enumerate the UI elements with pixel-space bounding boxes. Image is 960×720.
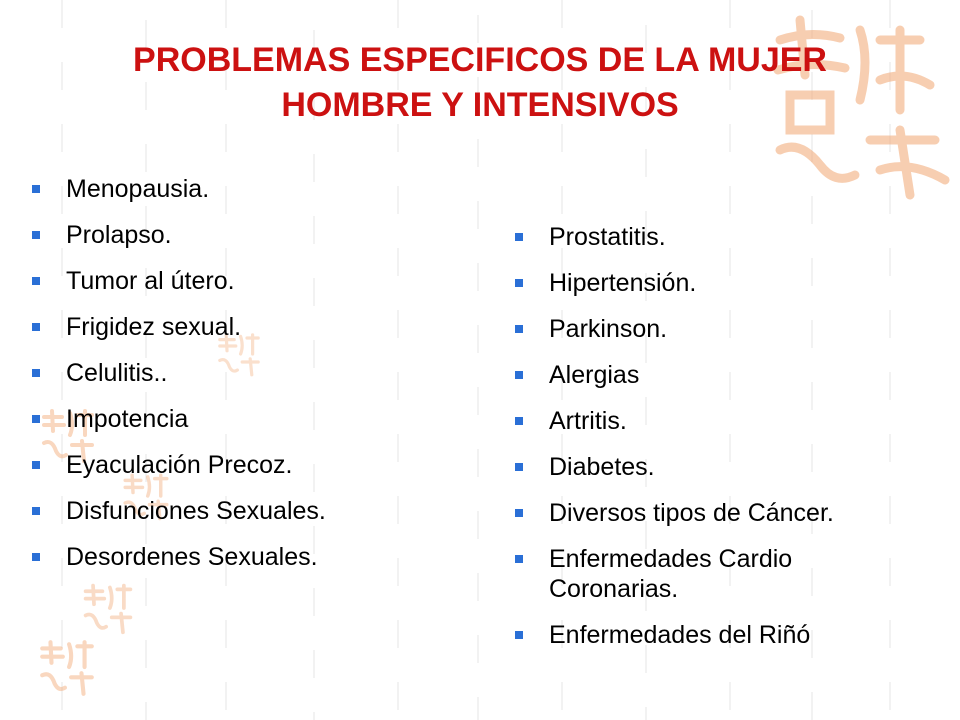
square-bullet-icon (515, 233, 523, 241)
list-item-label: Disfunciones Sexuales. (66, 497, 326, 525)
square-bullet-icon (515, 555, 523, 563)
list-item-label: Tumor al útero. (66, 267, 235, 295)
list-item-label: Prolapso. (66, 221, 172, 249)
left-bullet-list (32, 174, 452, 588)
square-bullet-icon (32, 415, 40, 423)
square-bullet-icon (32, 277, 40, 285)
list-item-label: Enfermedades Cardio Coronarias. (549, 545, 793, 603)
list-item (515, 406, 935, 436)
list-item (32, 404, 452, 434)
list-item (515, 452, 935, 482)
list-item (32, 220, 452, 250)
square-bullet-icon (32, 323, 40, 331)
list-item (32, 542, 452, 572)
seal-stamp-small-icon (80, 580, 136, 636)
square-bullet-icon (32, 231, 40, 239)
list-item (515, 360, 935, 390)
slide-title-line2: HOMBRE Y INTENSIVOS (281, 86, 679, 124)
list-item (515, 314, 935, 344)
list-item (32, 450, 452, 480)
square-bullet-icon (515, 325, 523, 333)
list-item (515, 544, 889, 604)
list-item-label: Parkinson. (549, 315, 668, 343)
seal-stamp-small-icon (36, 636, 98, 698)
list-item-label: Hipertensión. (549, 269, 697, 297)
right-bullet-list (515, 222, 935, 666)
square-bullet-icon (32, 461, 40, 469)
square-bullet-icon (515, 417, 523, 425)
list-item (515, 222, 935, 252)
list-item-label: Enfermedades del Riñó (549, 621, 811, 649)
list-item (32, 358, 452, 388)
list-item-label: Prostatitis. (549, 223, 666, 251)
square-bullet-icon (32, 369, 40, 377)
square-bullet-icon (515, 463, 523, 471)
list-item-label: Menopausia. (66, 175, 210, 203)
square-bullet-icon (32, 185, 40, 193)
square-bullet-icon (515, 371, 523, 379)
list-item (32, 496, 452, 526)
list-item-label: Eyaculación Precoz. (66, 451, 293, 479)
square-bullet-icon (515, 631, 523, 639)
list-item (32, 174, 452, 204)
square-bullet-icon (32, 507, 40, 515)
list-item-label: Celulitis.. (66, 359, 168, 387)
list-item (515, 268, 935, 298)
list-item-label: Desordenes Sexuales. (66, 543, 318, 571)
list-item-label: Frigidez sexual. (66, 313, 242, 341)
list-item (515, 620, 935, 650)
list-item-label: Diversos tipos de Cáncer. (549, 499, 834, 527)
slide-title-line1: PROBLEMAS ESPECIFICOS DE LA MUJER (133, 41, 827, 79)
slide-title (20, 38, 940, 128)
list-item (32, 266, 452, 296)
square-bullet-icon (515, 279, 523, 287)
list-item (515, 498, 935, 528)
square-bullet-icon (32, 553, 40, 561)
list-item-label: Diabetes. (549, 453, 655, 481)
list-item-label: Alergias (549, 361, 640, 389)
square-bullet-icon (515, 509, 523, 517)
list-item-label: Impotencia (66, 405, 189, 433)
list-item-label: Artritis. (549, 407, 627, 435)
list-item (32, 312, 452, 342)
